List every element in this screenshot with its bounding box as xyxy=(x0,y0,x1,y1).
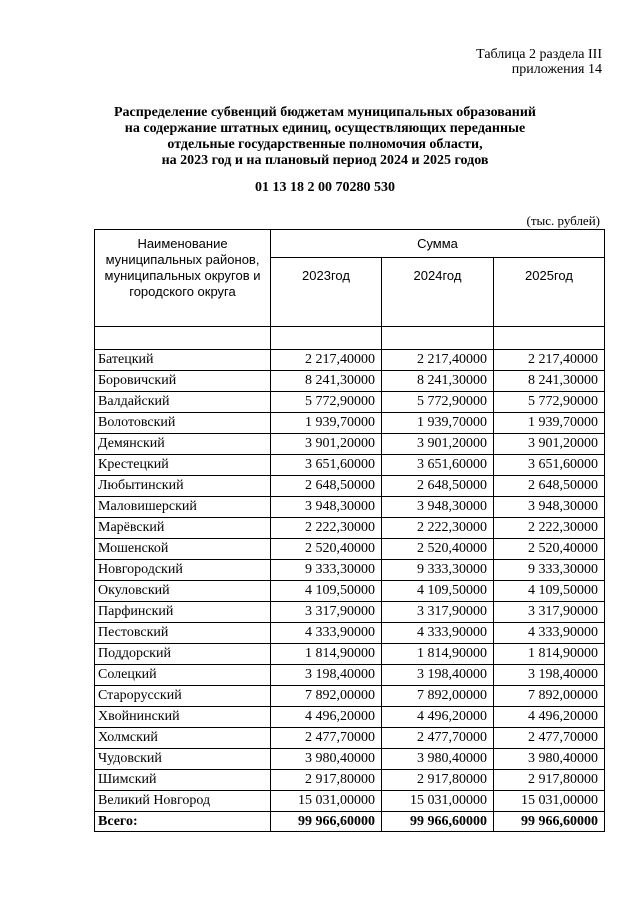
amount-2024: 2 217,40000 xyxy=(382,350,494,371)
amount-2024: 5 772,90000 xyxy=(382,392,494,413)
appendix-reference xyxy=(476,47,602,77)
title-line2: на содержание штатных единиц, осуществляющих переданные xyxy=(124,121,526,136)
amount-2023: 2 648,50000 xyxy=(271,476,382,497)
amount-2023: 4 109,50000 xyxy=(271,581,382,602)
amount-2023: 9 333,30000 xyxy=(271,560,382,581)
amount-2024: 2 222,30000 xyxy=(382,518,494,539)
document-title xyxy=(100,105,550,169)
amount-2025: 4 496,20000 xyxy=(494,707,605,728)
column-header-sum: Сумма xyxy=(271,230,605,258)
amount-2023: 5 772,90000 xyxy=(271,392,382,413)
amount-2024: 4 109,50000 xyxy=(382,581,494,602)
district-name: Новгородский xyxy=(95,560,271,581)
column-header-2023: 2023год xyxy=(271,258,382,327)
subsidy-table xyxy=(94,229,605,832)
amount-2024: 2 477,70000 xyxy=(382,728,494,749)
amount-2024: 1 814,90000 xyxy=(382,644,494,665)
amount-2024: 8 241,30000 xyxy=(382,371,494,392)
table-row xyxy=(95,749,605,770)
amount-2024: 15 031,00000 xyxy=(382,791,494,812)
table-row xyxy=(95,350,605,371)
amount-2023: 4 333,90000 xyxy=(271,623,382,644)
table-row xyxy=(95,413,605,434)
district-name: Парфинский xyxy=(95,602,271,623)
amount-2024: 3 198,40000 xyxy=(382,665,494,686)
total-row xyxy=(95,812,605,832)
amount-2024: 1 939,70000 xyxy=(382,413,494,434)
amount-2024: 2 648,50000 xyxy=(382,476,494,497)
amount-2023: 1 939,70000 xyxy=(271,413,382,434)
district-name: Окуловский xyxy=(95,581,271,602)
district-name: Шимский xyxy=(95,770,271,791)
table-row xyxy=(95,497,605,518)
district-name: Чудовский xyxy=(95,749,271,770)
amount-2023: 3 651,60000 xyxy=(271,455,382,476)
district-name: Старорусский xyxy=(95,686,271,707)
district-name: Крестецкий xyxy=(95,455,271,476)
amount-2024: 2 520,40000 xyxy=(382,539,494,560)
amount-2023: 2 917,80000 xyxy=(271,770,382,791)
amount-2024: 3 901,20000 xyxy=(382,434,494,455)
amount-2025: 5 772,90000 xyxy=(494,392,605,413)
amount-2024: 3 651,60000 xyxy=(382,455,494,476)
amount-2025: 3 198,40000 xyxy=(494,665,605,686)
table-row xyxy=(95,644,605,665)
district-name: Демянский xyxy=(95,434,271,455)
title-line1: Распределение субвенций бюджетам муниципальных образований xyxy=(114,105,536,120)
column-header-2025: 2025год xyxy=(494,258,605,327)
district-name: Батецкий xyxy=(95,350,271,371)
district-name: Маловишерский xyxy=(95,497,271,518)
amount-2025: 2 520,40000 xyxy=(494,539,605,560)
district-name: Волотовский xyxy=(95,413,271,434)
table-row xyxy=(95,665,605,686)
amount-2025: 3 651,60000 xyxy=(494,455,605,476)
amount-2023: 8 241,30000 xyxy=(271,371,382,392)
amount-2025: 3 948,30000 xyxy=(494,497,605,518)
table-row xyxy=(95,581,605,602)
amount-2025: 4 109,50000 xyxy=(494,581,605,602)
amount-2024: 7 892,00000 xyxy=(382,686,494,707)
amount-2024: 3 948,30000 xyxy=(382,497,494,518)
amount-2025: 3 901,20000 xyxy=(494,434,605,455)
table-row xyxy=(95,371,605,392)
appendix-reference-line2: приложения 14 xyxy=(511,62,602,77)
district-name: Холмский xyxy=(95,728,271,749)
units-label: (тыс. рублей) xyxy=(526,213,600,228)
header-spacer-row xyxy=(95,327,605,350)
amount-2023: 2 477,70000 xyxy=(271,728,382,749)
amount-2023: 1 814,90000 xyxy=(271,644,382,665)
amount-2023: 4 496,20000 xyxy=(271,707,382,728)
title-line4: на 2023 год и на плановый период 2024 и 2025 годов xyxy=(161,153,489,168)
amount-2023: 3 980,40000 xyxy=(271,749,382,770)
amount-2025: 3 980,40000 xyxy=(494,749,605,770)
table-row xyxy=(95,392,605,413)
amount-2025: 1 814,90000 xyxy=(494,644,605,665)
table-row xyxy=(95,539,605,560)
amount-2025: 2 648,50000 xyxy=(494,476,605,497)
district-name: Валдайский xyxy=(95,392,271,413)
amount-2025: 2 917,80000 xyxy=(494,770,605,791)
amount-2023: 3 198,40000 xyxy=(271,665,382,686)
table-row xyxy=(95,602,605,623)
district-name: Любытинский xyxy=(95,476,271,497)
amount-2025: 2 477,70000 xyxy=(494,728,605,749)
amount-2023: 3 948,30000 xyxy=(271,497,382,518)
amount-2025: 3 317,90000 xyxy=(494,602,605,623)
table-row xyxy=(95,623,605,644)
amount-2024: 4 496,20000 xyxy=(382,707,494,728)
total-label: Всего: xyxy=(95,812,271,832)
total-2023: 99 966,60000 xyxy=(271,812,382,832)
district-name: Великий Новгород xyxy=(95,791,271,812)
district-name: Пестовский xyxy=(95,623,271,644)
amount-2023: 2 520,40000 xyxy=(271,539,382,560)
amount-2023: 15 031,00000 xyxy=(271,791,382,812)
amount-2023: 7 892,00000 xyxy=(271,686,382,707)
amount-2024: 4 333,90000 xyxy=(382,623,494,644)
total-2024: 99 966,60000 xyxy=(382,812,494,832)
amount-2025: 15 031,00000 xyxy=(494,791,605,812)
amount-2025: 8 241,30000 xyxy=(494,371,605,392)
table-row xyxy=(95,518,605,539)
district-name: Поддорский xyxy=(95,644,271,665)
amount-2025: 7 892,00000 xyxy=(494,686,605,707)
amount-2023: 2 222,30000 xyxy=(271,518,382,539)
amount-2025: 2 222,30000 xyxy=(494,518,605,539)
column-header-name: Наименование муниципальных районов, муниципальных округов и городского округа xyxy=(95,230,271,327)
table-row xyxy=(95,707,605,728)
amount-2025: 4 333,90000 xyxy=(494,623,605,644)
title-line3: отдельные государственные полномочия области, xyxy=(167,137,483,152)
table-row xyxy=(95,434,605,455)
amount-2023: 3 901,20000 xyxy=(271,434,382,455)
appendix-reference-line1: Таблица 2 раздела III xyxy=(476,47,602,62)
amount-2024: 9 333,30000 xyxy=(382,560,494,581)
table-row xyxy=(95,686,605,707)
amount-2025: 2 217,40000 xyxy=(494,350,605,371)
table-row xyxy=(95,476,605,497)
district-name: Мошенской xyxy=(95,539,271,560)
budget-code: 01 13 18 2 00 70280 530 xyxy=(255,180,395,195)
table-row xyxy=(95,728,605,749)
district-name: Боровичский xyxy=(95,371,271,392)
district-name: Хвойнинский xyxy=(95,707,271,728)
amount-2024: 3 980,40000 xyxy=(382,749,494,770)
column-header-2024: 2024год xyxy=(382,258,494,327)
amount-2024: 2 917,80000 xyxy=(382,770,494,791)
amount-2025: 1 939,70000 xyxy=(494,413,605,434)
table-row xyxy=(95,791,605,812)
district-name: Солецкий xyxy=(95,665,271,686)
table-row xyxy=(95,770,605,791)
amount-2024: 3 317,90000 xyxy=(382,602,494,623)
amount-2025: 9 333,30000 xyxy=(494,560,605,581)
table-row xyxy=(95,560,605,581)
total-2025: 99 966,60000 xyxy=(494,812,605,832)
table-row xyxy=(95,455,605,476)
district-name: Марёвский xyxy=(95,518,271,539)
amount-2023: 3 317,90000 xyxy=(271,602,382,623)
amount-2023: 2 217,40000 xyxy=(271,350,382,371)
